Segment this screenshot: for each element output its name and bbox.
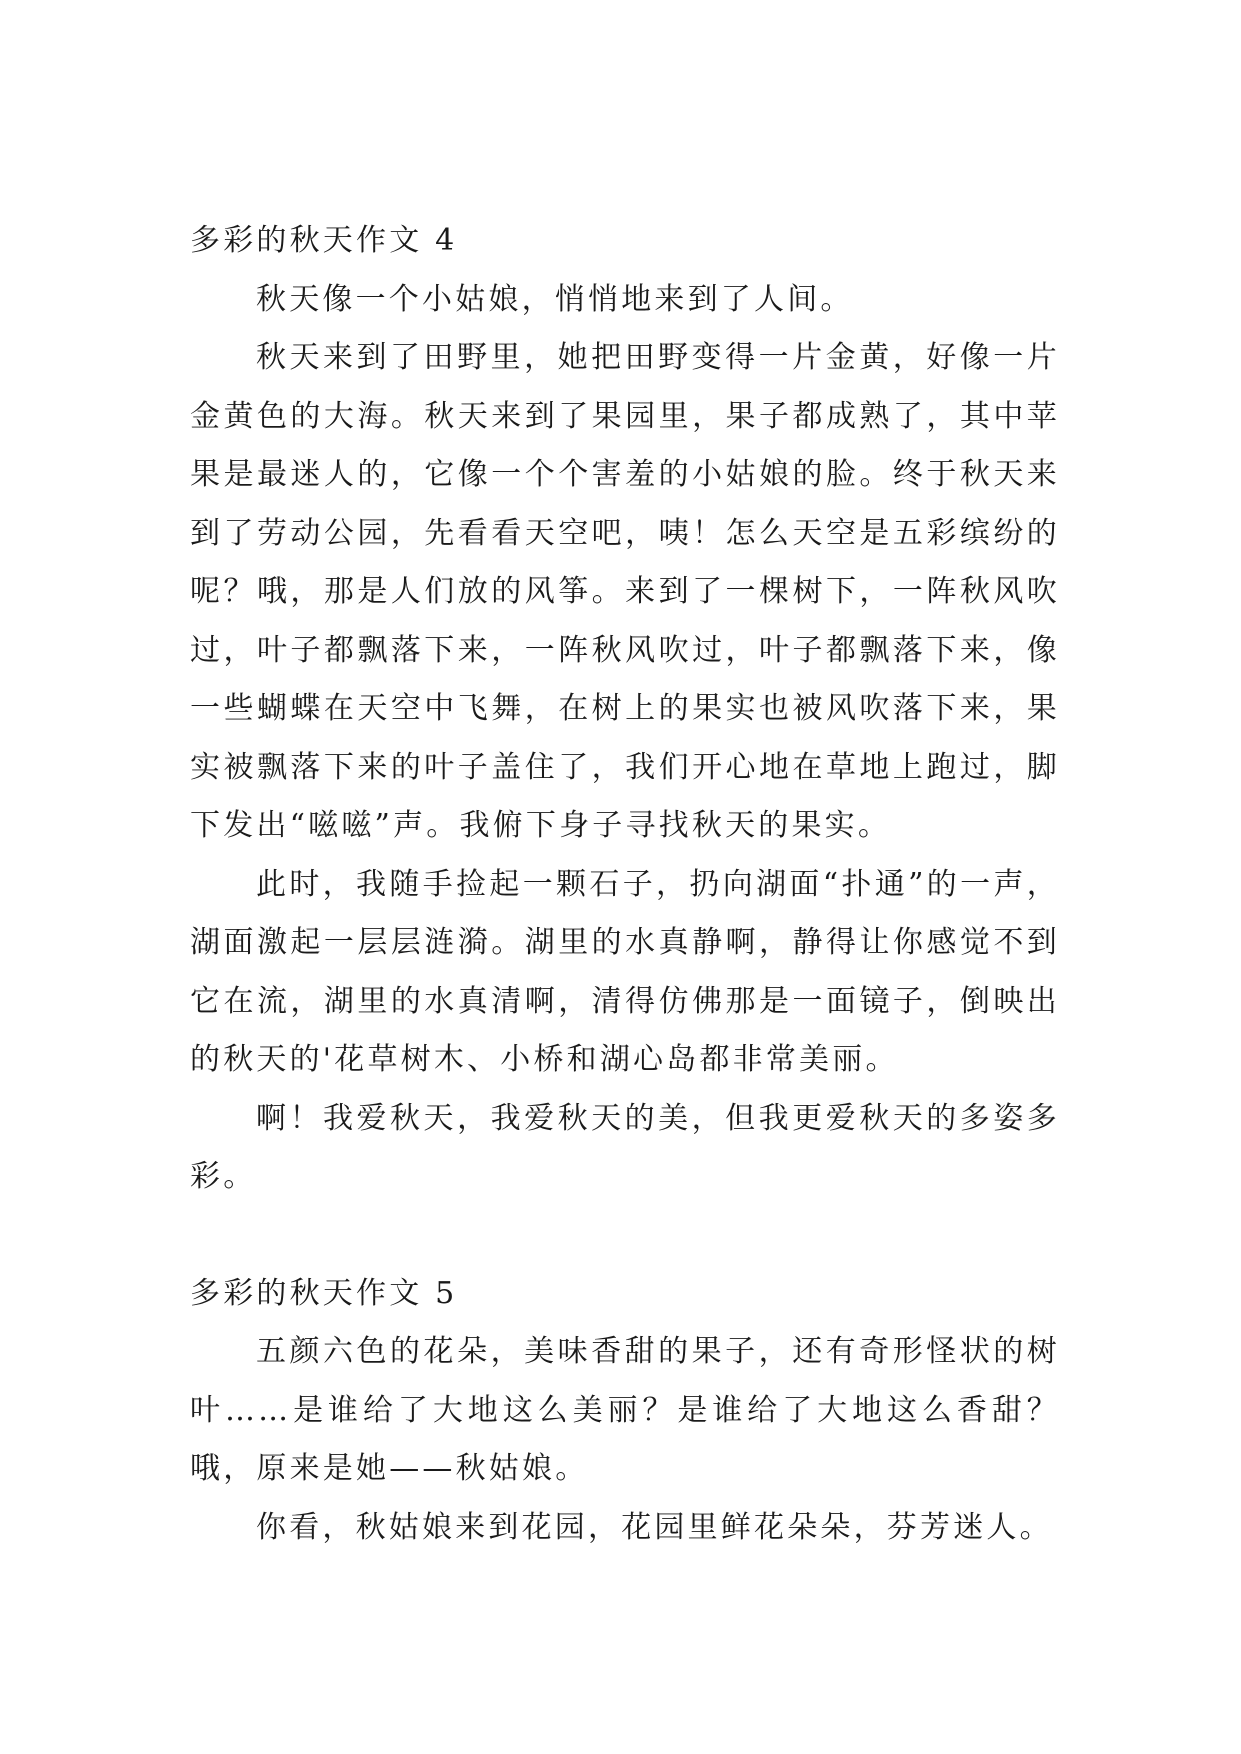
essay-section-5: [190, 1265, 1060, 1558]
paragraph: 秋天来到了田野里，她把田野变得一片金黄，好像一片金黄色的大海。秋天来到了果园里，果子都成熟了，其中苹果是最迷人的，它像一个个害羞的小姑娘的脸。终于秋天来到了劳动公园，先看看天空吧，咦！怎么天空是五彩缤纷的呢？哦，那是人们放的风筝。来到了一棵树下，一阵秋风吹过，叶子都飘落下来，一阵秋风吹过，叶子都飘落下来，像一些蝴蝶在天空中飞舞，在树上的果实也被风吹落下来，果实被飘落下来的叶子盖住了，我们开心地在草地上跑过，脚下发出“嗞嗞”声。我俯下身子寻找秋天的果实。: [190, 340, 1060, 843]
paragraph: 啊！我爱秋天，我爱秋天的美，但我更爱秋天的多姿多彩。: [190, 1100, 1060, 1194]
paragraph: 秋天像一个小姑娘，悄悄地来到了人间。: [256, 281, 854, 317]
document-body: [190, 212, 1060, 1557]
section-heading: 多彩的秋天作文 4: [190, 223, 458, 258]
essay-section-4: [190, 212, 1060, 1207]
paragraph: 此时，我随手捡起一颗石子，扔向湖面“扑通”的一声，湖面激起一层层涟漪。湖里的水真静啊，静得让你感觉不到它在流，湖里的水真清啊，清得仿佛那是一面镜子，倒映出的秋天的'花草树木、小桥和湖心岛都非常美丽。: [190, 866, 1060, 1077]
paragraph: 五颜六色的花朵，美味香甜的果子，还有奇形怪状的树叶……是谁给了大地这么美丽？是谁给了大地这么香甜？哦，原来是她——秋姑娘。: [190, 1334, 1060, 1486]
paragraph: 你看，秋姑娘来到花园，花园里鲜花朵朵，芬芳迷人。: [256, 1509, 1053, 1545]
section-heading: 多彩的秋天作文 5: [190, 1275, 458, 1311]
